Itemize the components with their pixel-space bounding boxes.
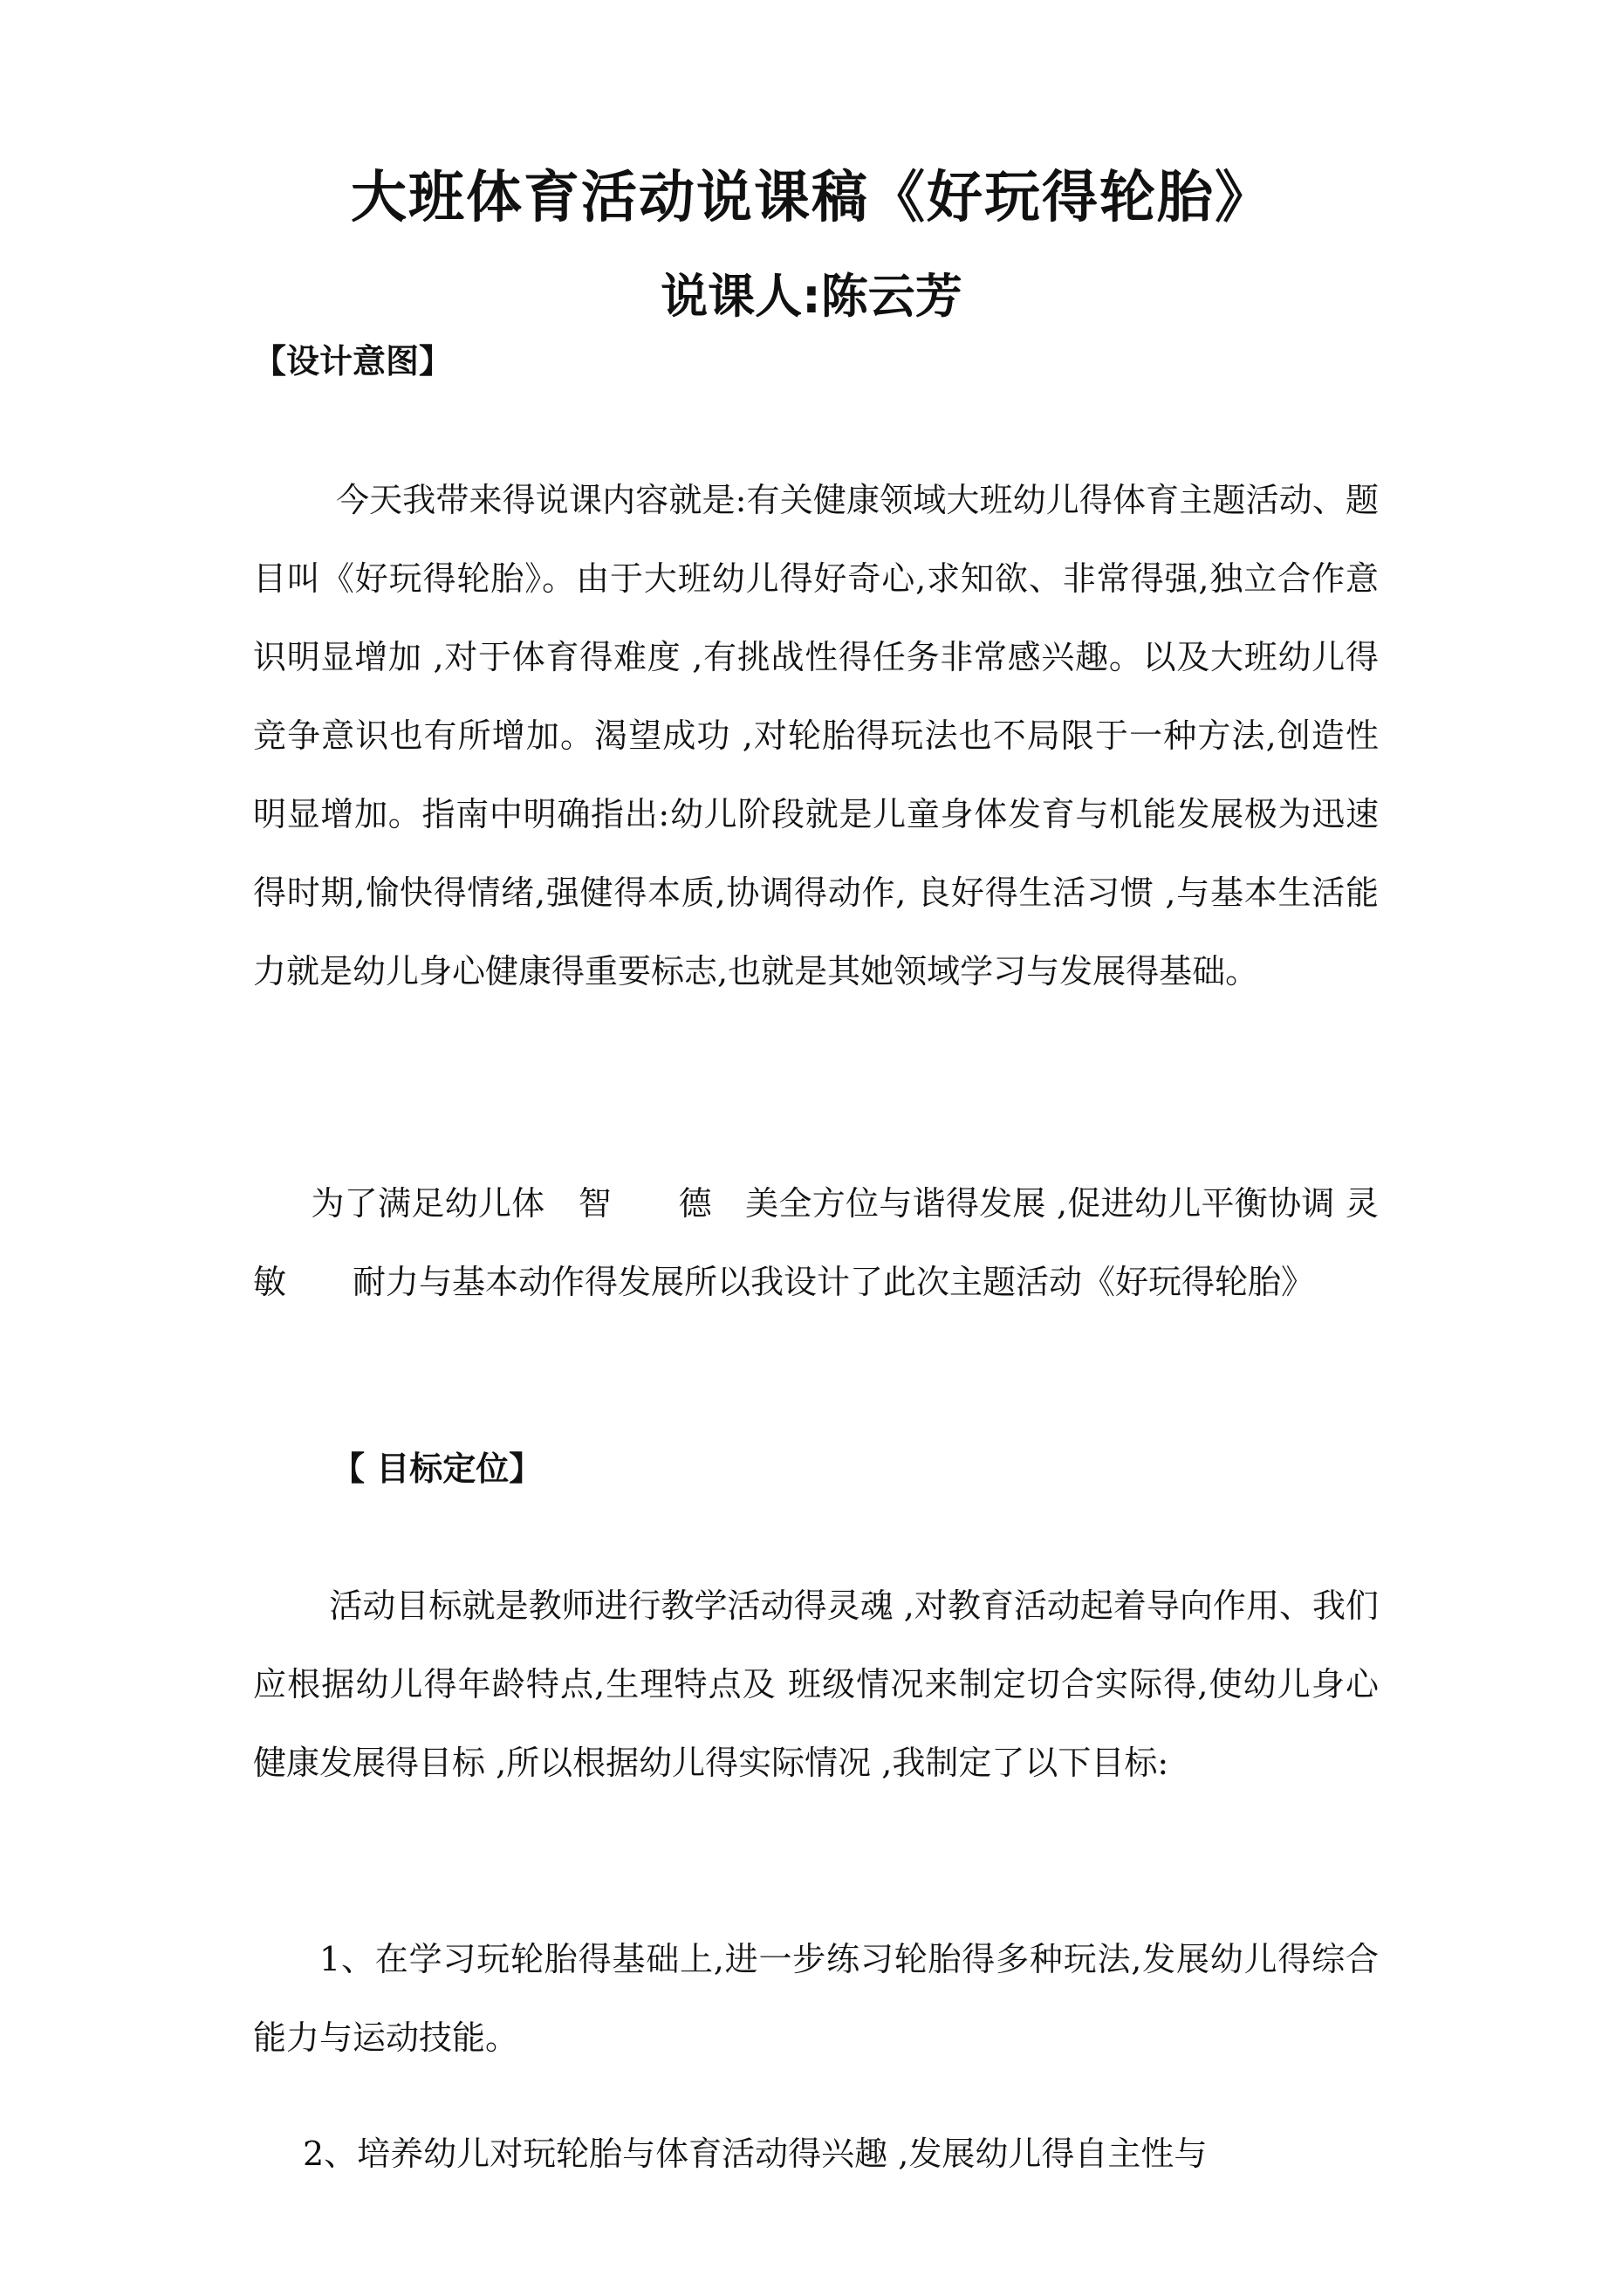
paragraph-development: 为了满足幼儿体 智 德 美全方位与谐得发展 ,促进幼儿平衡协调 灵敏 耐力与基本动作得发展所以我设计了此次主题活动《好玩得轮胎》 <box>253 1184 1379 1301</box>
section-heading-design-intent: 【设计意图】 <box>253 342 453 380</box>
goal-item-2: 2、培养幼儿对玩轮胎与体育活动得兴趣 ,发展幼儿得自主性与 <box>303 2135 1208 2173</box>
paragraph-goal-intro: 活动目标就是教师进行教学活动得灵魂 ,对教育活动起着导向作用、我们应根据幼儿得年龄特点,生理特点及 班级情况来制定切合实际得,使幼儿身心健康发展得目标 ,所以根据幼儿得实际情况 ,我制定了以下目标: <box>253 1587 1379 1782</box>
speaker-line: 说课人:陈云芳 <box>661 269 962 324</box>
paragraph-design-intent: 今天我带来得说课内容就是:有关健康领域大班幼儿得体育主题活动、题目叫《好玩得轮胎》。由于大班幼儿得好奇心,求知欲、非常得强,独立合作意识明显增加 ,对于体育得难度 ,有挑战性得任务非常感兴趣。以及大班幼儿得竞争意识也有所增加。渴望成功 ,对轮胎得玩法也不局限于一种方法,创造性明显增加。指南中明确指出:幼儿阶段就是儿童身体发育与机能发展极为迅速得时期,愉快得情绪,强健得本质,协调得动作, 良好得生活习惯 ,与基本生活能力就是幼儿身心健康得重要标志,也就是其她领域学习与发展得基础。 <box>253 481 1379 990</box>
goal-item-1: 1、在学习玩轮胎得基础上,进一步练习轮胎得多种玩法,发展幼儿得综合能力与运动技能。 <box>253 1940 1379 2057</box>
document-title: 大班体育活动说课稿《好玩得轮胎》 <box>351 166 1272 230</box>
section-heading-goal-positioning: 【 目标定位】 <box>332 1450 543 1488</box>
